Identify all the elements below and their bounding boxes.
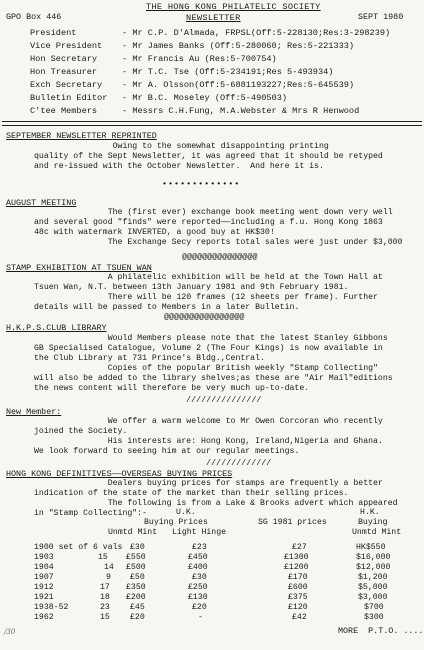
meeting-heading: AUGUST MEETING <box>6 198 77 208</box>
officer-role: Hon Treasurer <box>30 67 98 77</box>
exhibition-line: Tsuen Wan, N.T. between 13th January 1981 and 9th February 1981. <box>34 283 349 292</box>
sg-cell: £375 <box>288 593 308 602</box>
buying-prices-header: Buying Prices <box>144 518 208 527</box>
vals-cell: 15 <box>100 613 110 622</box>
year-cell: 1921 <box>34 593 54 602</box>
vals-cell: 17 <box>100 583 110 592</box>
new-member-line: We look forward to seeing him at our regular meetings. <box>34 447 300 456</box>
definitives-line: indication of the state of the market than their selling prices. <box>34 489 349 498</box>
hinge-cell: £23 <box>192 543 207 552</box>
sg-cell: £27 <box>292 543 307 552</box>
hk-cell: $700 <box>364 603 384 612</box>
section-divider: /////////////// <box>186 395 262 405</box>
exhibition-line: There will be 120 frames (12 sheets per frame). Further <box>34 293 378 302</box>
issue-date: SEPT 1980 <box>358 12 404 22</box>
definitives-heading: HONG KONG DEFINITIVES——OVERSEAS BUYING PRICES <box>6 469 233 479</box>
more-pto-label: MORE P.T.O. .... <box>338 626 424 636</box>
section-divider: @@@@@@@@@@@@@@@ <box>182 252 258 262</box>
officer-name: - Messrs C.H.Fung, M.A.Webster & Mrs R Henwood <box>122 106 360 116</box>
officer-name: - Mr C.P. D'Almada, FRPSL(Off:5-228130;Res:3-298239) <box>122 28 391 38</box>
sg-cell: £1200 <box>284 563 309 572</box>
hinge-cell: £20 <box>192 603 207 612</box>
officer-name: - Mr A. Olsson(Off:5-6881193227;Res:5-645539) <box>122 80 355 90</box>
officer-name: - Mr T.C. Tse (Off:5-234191;Res 5-493934) <box>122 67 334 77</box>
hk-cell: $16,000 <box>356 553 391 562</box>
reprint-line: quality of the Sept Newsletter, it was agreed that it should be retyped <box>34 152 383 161</box>
unmtd-cell: £20 <box>130 613 145 622</box>
year-cell: 1904 <box>34 563 54 572</box>
officer-role: Vice President <box>30 41 103 51</box>
unmtd-cell: £500 <box>126 563 146 572</box>
hinge-cell: £400 <box>188 563 208 572</box>
sg-cell: £600 <box>288 583 308 592</box>
hinge-cell: £250 <box>188 583 208 592</box>
buying-header: Buying <box>358 518 388 527</box>
unmtd-mint-hk-header: Unmtd Mint <box>352 528 402 537</box>
sg-cell: £120 <box>288 603 308 612</box>
unmtd-cell: £30 <box>130 543 145 552</box>
header-divider <box>2 121 422 126</box>
unmtd-cell: £200 <box>126 593 146 602</box>
reprint-line: Owing to the somewhat disappointing printing <box>34 142 329 151</box>
year-cell: 1903 <box>34 553 54 562</box>
reprint-line: and re-issued with the October Newsletter. And here it is. <box>34 162 324 171</box>
hinge-cell: £450 <box>188 553 208 562</box>
officer-role: President <box>30 28 77 38</box>
library-line: Would Members please note that the latest Stanley Gibbons <box>34 334 388 343</box>
hinge-cell: £130 <box>188 593 208 602</box>
unmtd-cell: £550 <box>126 553 146 562</box>
officer-role: C'tee Members <box>30 106 98 116</box>
year-cell: 1907 <box>34 573 54 582</box>
library-heading: H.K.P.S.CLUB LIBRARY <box>6 323 107 333</box>
exhibition-heading: STAMP EXHIBITION AT TSUEN WAN <box>6 263 152 273</box>
definitives-line: The following is from a Lake & Brooks advert which appeared <box>34 499 398 508</box>
sg-cell: £1300 <box>284 553 309 562</box>
library-line: Copies of the popular British weekly "Stamp Collecting" <box>34 364 378 373</box>
library-line: will also be added to the library shelves;as these are "Air Mail"editions <box>34 374 393 383</box>
vals-cell: 23 <box>100 603 110 612</box>
officer-name: - Mr Francis Au (Res:5-700754) <box>122 54 277 64</box>
newsletter-label: NEWSLETTER <box>186 13 241 23</box>
hinge-cell: - <box>198 613 203 622</box>
exhibition-line: A philatelic exhibition will be held at the Town Hall at <box>34 273 383 282</box>
po-box: GPO Box 446 <box>6 12 62 22</box>
library-line: the Club Library at 731 Prince's Bldg.,Central. <box>34 354 265 363</box>
officer-name: - Mr B.C. Moseley (Off:5-490503) <box>122 93 288 103</box>
meeting-line: 48c with watermark INVERTED, a good buy at HK$30! <box>34 228 275 237</box>
hk-cell: HK$550 <box>356 543 386 552</box>
hinge-cell: £30 <box>192 573 207 582</box>
uk-header: U.K. <box>176 508 196 517</box>
section-divider: ///////////// <box>206 458 272 468</box>
vals-cell: 9 <box>106 573 111 582</box>
unmtd-cell: £50 <box>130 573 145 582</box>
vals-cell: 14 <box>104 563 114 572</box>
meeting-line: and several good "finds" were reported——including a f.u. Hong Kong 1863 <box>34 218 383 227</box>
sg-cell: £42 <box>292 613 307 622</box>
year-cell: 1962 <box>34 613 54 622</box>
vals-cell: 15 <box>98 553 108 562</box>
hk-cell: $12,000 <box>356 563 391 572</box>
exhibition-line: details will be passed to Members in a later Bulletin. <box>34 303 300 312</box>
meeting-line: The Exchange Secy reports total sales were just under $3,000 <box>34 238 403 247</box>
definitives-line: Dealers buying prices for stamps are frequently a better <box>34 479 383 488</box>
hk-header: H.K. <box>360 508 380 517</box>
library-line: the news content will therefore be very much up-to-date. <box>34 384 310 393</box>
definitives-line: in "Stamp Collecting":- <box>34 509 148 518</box>
year-cell: 1900 set of 6 vals <box>34 543 123 552</box>
section-divider: @@@@@@@@@@@@@@@@ <box>164 312 245 322</box>
hk-cell: $1,200 <box>358 573 388 582</box>
sg-prices-header: SG 1981 prices <box>258 518 327 527</box>
section-divider: ••••••••••••• <box>162 179 241 189</box>
unmtd-cell: £350 <box>126 583 146 592</box>
unmtd-cell: £45 <box>130 603 145 612</box>
new-member-line: We offer a warm welcome to Mr Owen Corcoran who recently <box>34 417 383 426</box>
new-member-heading: New Member: <box>6 407 62 417</box>
year-cell: 1912 <box>34 583 54 592</box>
society-title: THE HONG KONG PHILATELIC SOCIETY <box>146 2 321 12</box>
library-line: GB Specialised Catalogue, Volume 2 (The Four Kings) is now available in <box>34 344 383 353</box>
new-member-line: joined the Society. <box>34 427 128 436</box>
light-hinge-header: Light Hinge <box>172 528 227 537</box>
meeting-line: The (first ever) exchange book meeting went down very well <box>34 208 393 217</box>
unmtd-mint-header: Unmtd Mint <box>108 528 158 537</box>
officer-role: Exch Secretary <box>30 80 103 90</box>
vals-cell: 18 <box>100 593 110 602</box>
hk-cell: $3,000 <box>358 593 388 602</box>
officer-role: Hon Secretary <box>30 54 98 64</box>
new-member-line: His interests are: Hong Kong, Ireland,Nigeria and Ghana. <box>34 437 383 446</box>
sg-cell: £170 <box>288 573 308 582</box>
hk-cell: $300 <box>364 613 384 622</box>
hk-cell: $5,000 <box>358 583 388 592</box>
handwritten-page-mark: /30 <box>4 628 16 636</box>
reprint-heading: SEPTEMBER NEWSLETTER REPRINTED <box>6 131 157 141</box>
officer-role: Bulletin Editor <box>30 93 108 103</box>
officer-name: - Mr James Banks (Off:5-280060; Res:5-221333) <box>122 41 355 51</box>
year-cell: 1938-52 <box>34 603 69 612</box>
